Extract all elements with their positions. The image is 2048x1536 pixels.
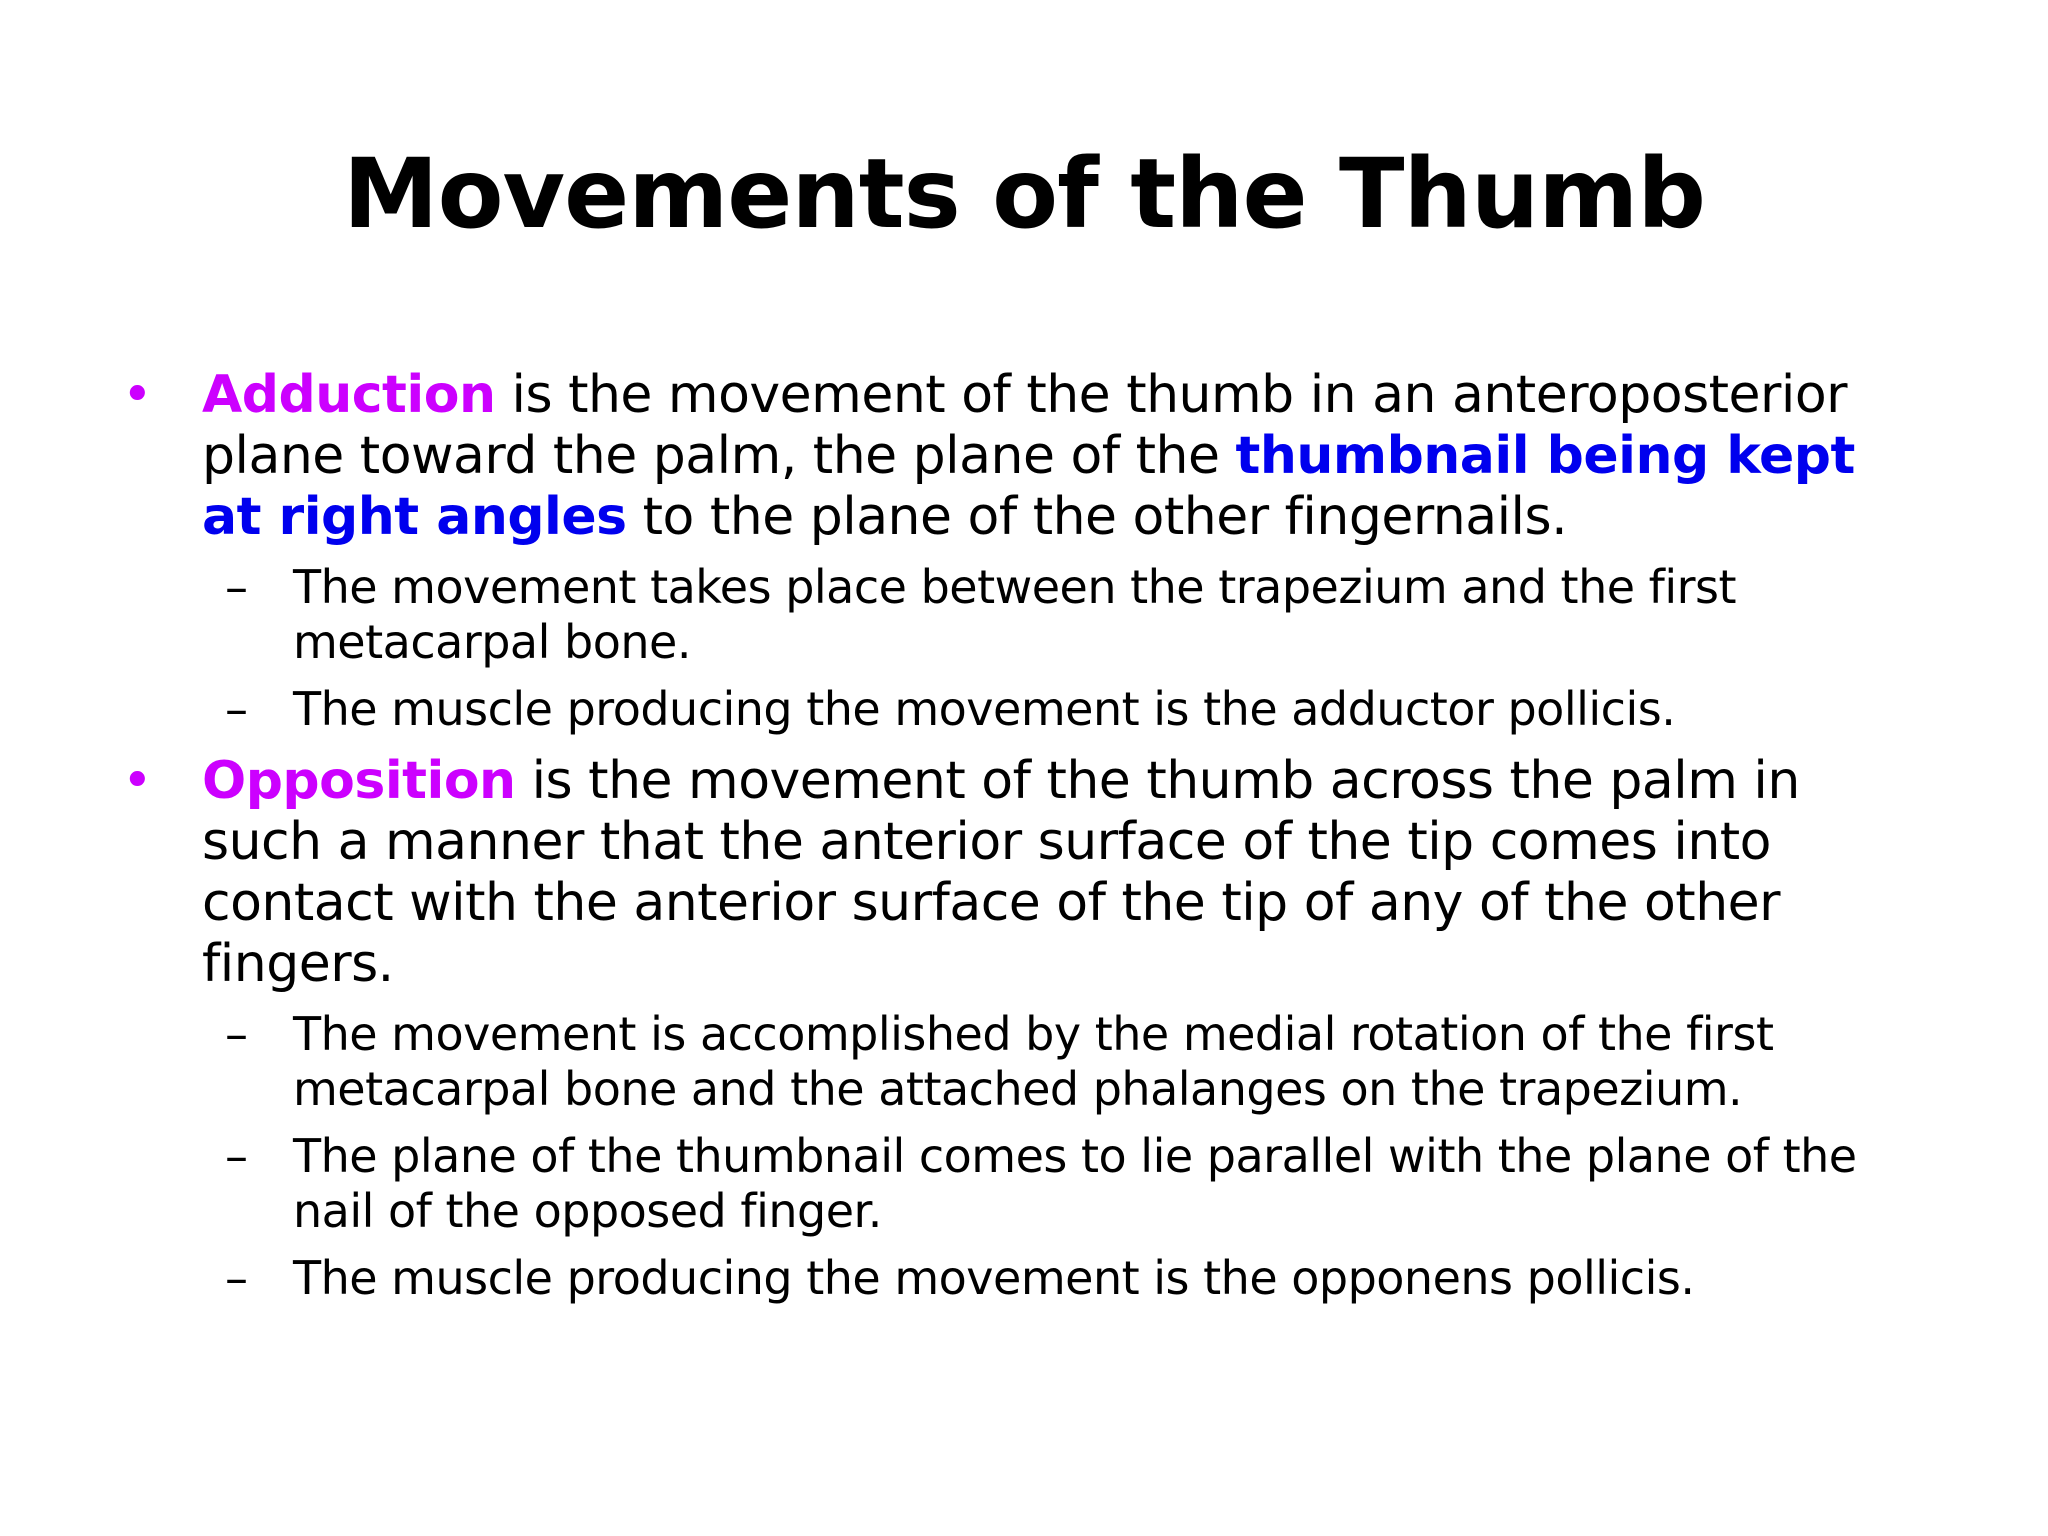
bullet-marker: • <box>122 365 153 425</box>
highlight-right-angles: thumbnail being kept at right angles <box>202 426 1855 547</box>
dash-marker: – <box>225 1007 248 1061</box>
bullet-adduction <box>120 365 1920 548</box>
slide-body <box>120 365 1920 1306</box>
sub-bullet <box>120 560 1920 670</box>
sub-bullet-text: The movement takes place between the trapezium and the first metacarpal bone. <box>293 560 1737 669</box>
sub-bullet-text: The muscle producing the movement is the adductor pollicis. <box>293 682 1676 736</box>
slide-title: Movements of the Thumb <box>343 138 1705 250</box>
dash-marker: – <box>225 1251 248 1305</box>
term-adduction: Adduction <box>202 365 496 425</box>
bullet-text: is the movement of the thumb in an anteroposterior plane toward the palm, the plane of the <box>202 365 1848 486</box>
sub-bullet <box>120 1251 1920 1306</box>
sub-bullet <box>120 682 1920 737</box>
dash-marker: – <box>225 682 248 736</box>
dash-marker: – <box>225 1129 248 1183</box>
sub-bullet-text: The movement is accomplished by the medial rotation of the first metacarpal bone and the attached phalanges on the trapezium. <box>293 1007 1774 1116</box>
sub-bullet-text: The plane of the thumbnail comes to lie parallel with the plane of the nail of the opposed finger. <box>293 1129 1857 1238</box>
bullet-opposition <box>120 751 1920 995</box>
bullet-text: is the movement of the thumb across the palm in such a manner that the anterior surface of the tip comes into contact with the anterior surface of the tip of any of the other fingers. <box>202 751 1800 994</box>
sub-bullet <box>120 1007 1920 1117</box>
sub-bullet-text: The muscle producing the movement is the opponens pollicis. <box>293 1251 1695 1305</box>
sub-bullet <box>120 1129 1920 1239</box>
bullet-text-after: to the plane of the other fingernails. <box>626 487 1568 547</box>
dash-marker: – <box>225 560 248 614</box>
bullet-marker: • <box>122 751 153 811</box>
term-opposition: Opposition <box>202 751 516 811</box>
